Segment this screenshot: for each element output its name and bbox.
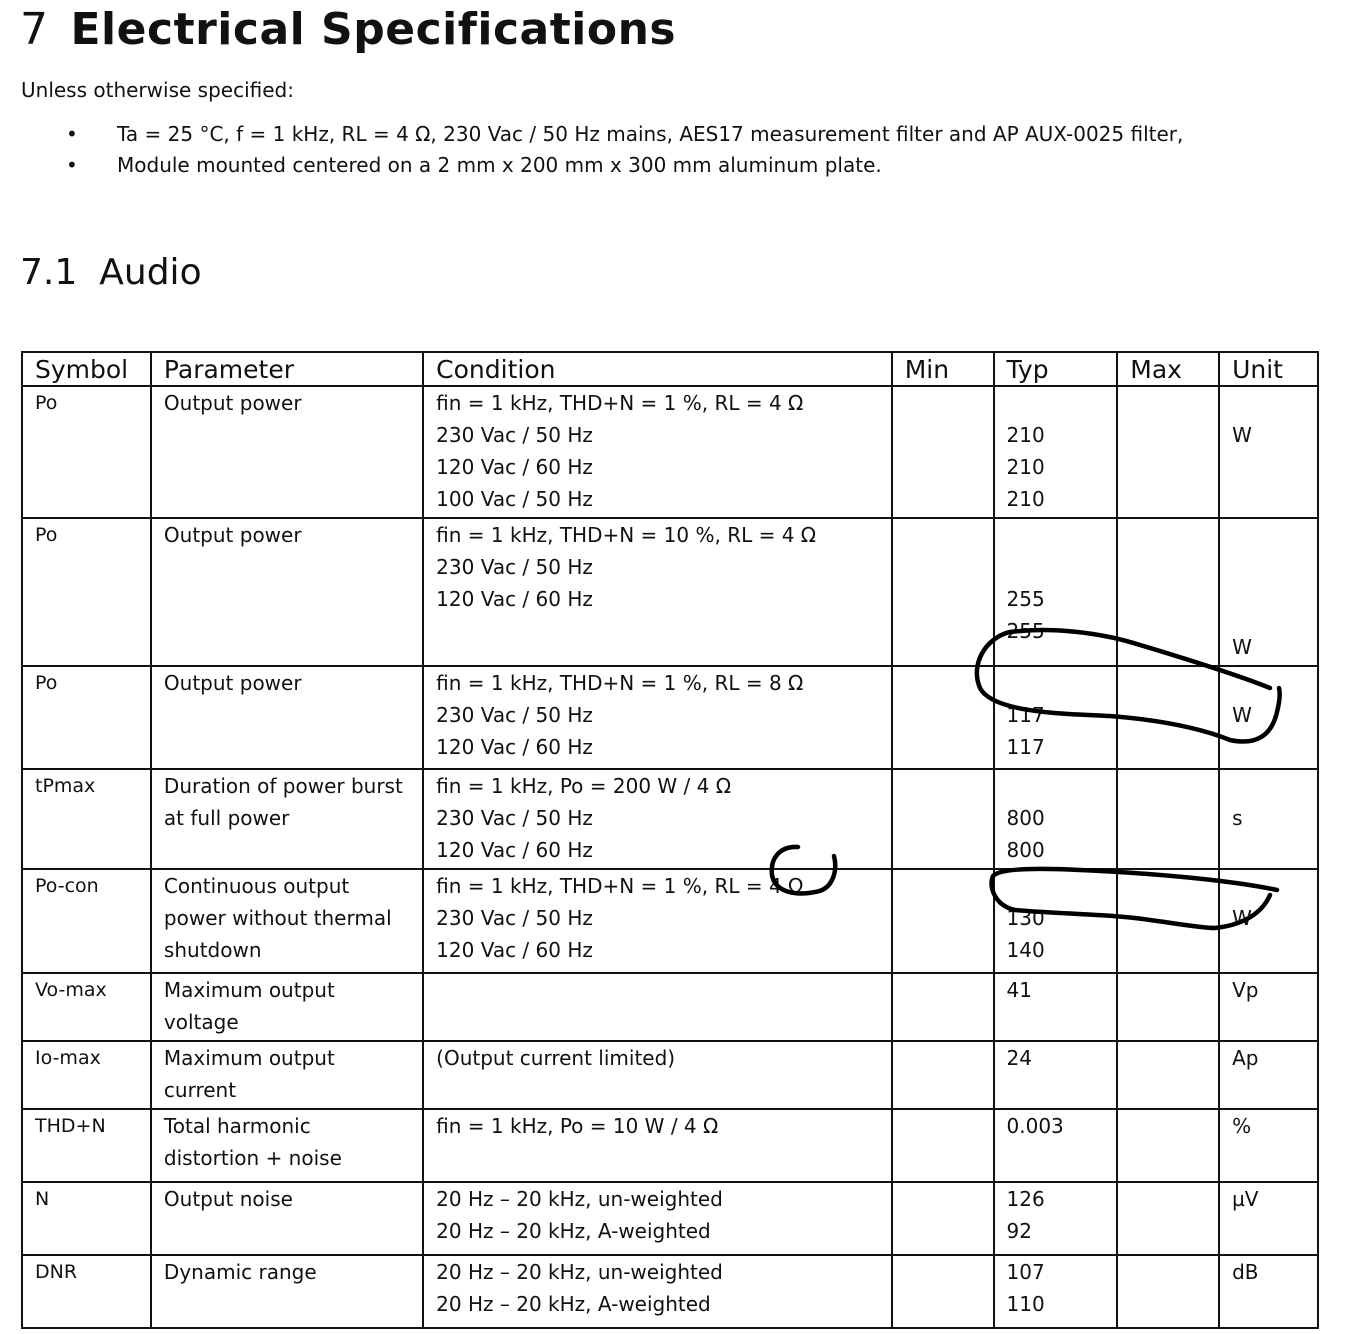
parameter-cell: Continuous output power without thermal shutdown <box>151 869 423 973</box>
column-header: Unit <box>1219 352 1318 386</box>
cell-line: 120 Vac / 60 Hz <box>436 735 593 759</box>
table-row <box>22 1041 1318 1109</box>
cell-line: fin = 1 kHz, THD+N = 1 %, RL = 4 Ω <box>436 874 804 898</box>
cell-line: 210 <box>1006 423 1045 447</box>
column-header: Symbol <box>22 352 151 386</box>
cell-line: 0.003 <box>1006 1114 1064 1138</box>
cell-line: 20 Hz – 20 kHz, un-weighted <box>436 1260 723 1284</box>
unit-cell <box>1219 1041 1318 1109</box>
column-header: Max <box>1117 352 1219 386</box>
typ-cell <box>994 869 1118 973</box>
min-cell <box>892 1109 994 1182</box>
typ-cell <box>994 1109 1118 1182</box>
cell-line: fin = 1 kHz, THD+N = 1 %, RL = 4 Ω <box>436 391 804 415</box>
min-cell <box>892 386 994 518</box>
symbol-cell: Po <box>22 666 151 769</box>
list-item: • Ta = 25 °C, f = 1 kHz, RL = 4 Ω, 230 Vac / 50 Hz mains, AES17 measurement filter and AP AUX-0025 filter, <box>66 119 1183 150</box>
min-cell <box>892 518 994 666</box>
cell-line: fin = 1 kHz, THD+N = 10 %, RL = 4 Ω <box>436 523 817 547</box>
parameter-cell: Maximum output voltage <box>151 973 423 1041</box>
max-cell <box>1117 1182 1219 1255</box>
max-cell <box>1117 518 1219 666</box>
table-row <box>22 1255 1318 1328</box>
unit-cell <box>1219 869 1318 973</box>
column-header: Min <box>892 352 994 386</box>
min-cell <box>892 973 994 1041</box>
symbol-cell: tPmax <box>22 769 151 869</box>
cell-line: 20 Hz – 20 kHz, A-weighted <box>436 1219 711 1243</box>
symbol-cell: DNR <box>22 1255 151 1328</box>
parameter-cell: Output noise <box>151 1182 423 1255</box>
cell-line: fin = 1 kHz, Po = 10 W / 4 Ω <box>436 1114 719 1138</box>
cell-line: Ap <box>1232 1046 1259 1070</box>
cell-line: W <box>1232 423 1252 447</box>
cell-line: (Output current limited) <box>436 1046 676 1070</box>
min-cell <box>892 769 994 869</box>
table-row <box>22 769 1318 869</box>
parameter-cell: Output power <box>151 518 423 666</box>
parameter-cell: Maximum output current <box>151 1041 423 1109</box>
unit-cell <box>1219 1182 1318 1255</box>
condition-cell <box>423 1182 892 1255</box>
max-cell <box>1117 1041 1219 1109</box>
intro-text: Unless otherwise specified: <box>21 78 294 102</box>
table-row <box>22 386 1318 518</box>
max-cell <box>1117 666 1219 769</box>
section-number: 7 <box>20 4 49 55</box>
unit-cell <box>1219 666 1318 769</box>
cell-line <box>1007 770 1105 802</box>
cell-line: dB <box>1232 1260 1259 1284</box>
cell-line: µV <box>1232 1187 1259 1211</box>
cell-line: 117 <box>1006 735 1045 759</box>
cell-line: fin = 1 kHz, Po = 200 W / 4 Ω <box>436 774 731 798</box>
section-heading <box>20 4 676 55</box>
section-title: Electrical Specifications <box>70 4 677 55</box>
symbol-cell: Po <box>22 386 151 518</box>
symbol-cell: Po-con <box>22 869 151 973</box>
cell-line: 230 Vac / 50 Hz <box>436 703 593 727</box>
max-cell <box>1117 1255 1219 1328</box>
cell-line: 110 <box>1006 1292 1045 1316</box>
subsection-title: Audio <box>99 252 202 293</box>
cell-line: 210 <box>1006 455 1045 479</box>
column-header: Typ <box>994 352 1118 386</box>
symbol-cell: N <box>22 1182 151 1255</box>
column-header: Condition <box>423 352 892 386</box>
cell-line: 230 Vac / 50 Hz <box>436 906 593 930</box>
min-cell <box>892 869 994 973</box>
cell-line: fin = 1 kHz, THD+N = 1 %, RL = 8 Ω <box>436 671 804 695</box>
column-header: Parameter <box>151 352 423 386</box>
symbol-cell: Po <box>22 518 151 666</box>
cell-line: 800 <box>1006 806 1045 830</box>
table-row <box>22 973 1318 1041</box>
cell-line: 107 <box>1006 1260 1045 1284</box>
cell-line <box>1232 770 1305 802</box>
unit-cell <box>1219 518 1318 666</box>
table-row <box>22 666 1318 769</box>
typ-cell <box>994 769 1118 869</box>
table-header-row <box>22 352 1318 386</box>
cell-line: 130 <box>1006 906 1045 930</box>
cell-line: 255 <box>1006 587 1045 611</box>
typ-cell <box>994 1041 1118 1109</box>
conditions-list <box>66 119 1183 181</box>
condition-cell <box>423 973 892 1041</box>
cell-line: 20 Hz – 20 kHz, A-weighted <box>436 1292 711 1316</box>
max-cell <box>1117 1109 1219 1182</box>
cell-line: 120 Vac / 60 Hz <box>436 938 593 962</box>
cell-line <box>1232 567 1305 599</box>
max-cell <box>1117 386 1219 518</box>
cell-line: 800 <box>1006 838 1045 862</box>
symbol-cell: Io-max <box>22 1041 151 1109</box>
condition-cell <box>423 666 892 769</box>
unit-cell <box>1219 973 1318 1041</box>
unit-cell <box>1219 1109 1318 1182</box>
cell-line: 100 Vac / 50 Hz <box>436 487 593 511</box>
typ-cell <box>994 973 1118 1041</box>
cell-line: 230 Vac / 50 Hz <box>436 423 593 447</box>
parameter-cell: Output power <box>151 386 423 518</box>
cell-line: W <box>1232 635 1252 659</box>
cell-line <box>1232 535 1305 567</box>
cell-line <box>1232 599 1305 631</box>
cell-line: W <box>1232 906 1252 930</box>
symbol-cell: Vo-max <box>22 973 151 1041</box>
unit-cell <box>1219 769 1318 869</box>
cell-line <box>1007 551 1105 583</box>
cell-line: 41 <box>1006 978 1032 1002</box>
parameter-cell: Duration of power burst at full power <box>151 769 423 869</box>
cell-line: 230 Vac / 50 Hz <box>436 555 593 579</box>
subsection-number: 7.1 <box>20 252 78 293</box>
cell-line <box>1232 387 1305 419</box>
cell-line: 92 <box>1006 1219 1032 1243</box>
cell-line: 230 Vac / 50 Hz <box>436 806 593 830</box>
cell-line <box>436 974 879 1006</box>
typ-cell <box>994 386 1118 518</box>
cell-line: 117 <box>1006 703 1045 727</box>
cell-line: 20 Hz – 20 kHz, un-weighted <box>436 1187 723 1211</box>
table-row <box>22 1182 1318 1255</box>
min-cell <box>892 1255 994 1328</box>
cell-line <box>1007 667 1105 699</box>
condition-cell <box>423 386 892 518</box>
cell-line <box>1232 870 1305 902</box>
cell-line: 140 <box>1006 938 1045 962</box>
table-row <box>22 518 1318 666</box>
cell-line <box>1232 667 1305 699</box>
typ-cell <box>994 1182 1118 1255</box>
parameter-cell: Dynamic range <box>151 1255 423 1328</box>
parameter-cell: Output power <box>151 666 423 769</box>
max-cell <box>1117 769 1219 869</box>
min-cell <box>892 1182 994 1255</box>
condition-cell <box>423 869 892 973</box>
table-row <box>22 869 1318 973</box>
condition-cell <box>423 1255 892 1328</box>
condition-cell <box>423 1109 892 1182</box>
list-item: • Module mounted centered on a 2 mm x 200 mm x 300 mm aluminum plate. <box>66 150 1183 181</box>
condition-cell <box>423 769 892 869</box>
audio-spec-table <box>21 351 1319 1329</box>
min-cell <box>892 666 994 769</box>
cell-line: % <box>1232 1114 1252 1138</box>
cell-line: 126 <box>1006 1187 1045 1211</box>
min-cell <box>892 1041 994 1109</box>
subsection-heading <box>20 252 202 293</box>
typ-cell <box>994 666 1118 769</box>
max-cell <box>1117 869 1219 973</box>
cell-line: 120 Vac / 60 Hz <box>436 587 593 611</box>
unit-cell <box>1219 386 1318 518</box>
table-row <box>22 1109 1318 1182</box>
cell-line: 120 Vac / 60 Hz <box>436 838 593 862</box>
cell-line: 255 <box>1006 619 1045 643</box>
cell-line: Vp <box>1232 978 1259 1002</box>
cell-line: 210 <box>1006 487 1045 511</box>
max-cell <box>1117 973 1219 1041</box>
symbol-cell: THD+N <box>22 1109 151 1182</box>
cell-line <box>1007 519 1105 551</box>
unit-cell <box>1219 1255 1318 1328</box>
cell-line: s <box>1232 806 1243 830</box>
cell-line <box>1007 387 1105 419</box>
typ-cell <box>994 1255 1118 1328</box>
cell-line: W <box>1232 703 1252 727</box>
condition-cell <box>423 518 892 666</box>
typ-cell <box>994 518 1118 666</box>
parameter-cell: Total harmonic distortion + noise <box>151 1109 423 1182</box>
cell-line <box>1007 870 1105 902</box>
cell-line: 24 <box>1006 1046 1032 1070</box>
cell-line: 120 Vac / 60 Hz <box>436 455 593 479</box>
condition-cell <box>423 1041 892 1109</box>
